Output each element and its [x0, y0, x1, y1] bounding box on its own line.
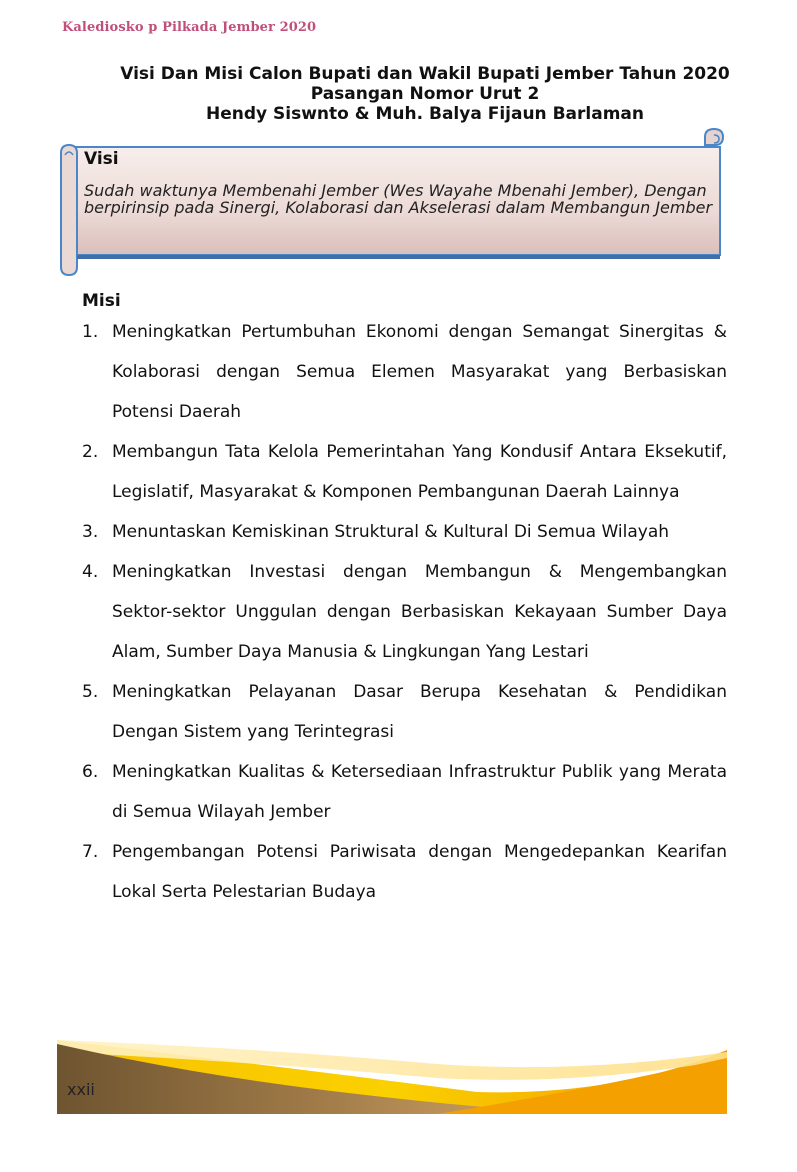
running-header: Kalediosko p Pilkada Jember 2020 — [62, 20, 317, 35]
footer-wave-graphic — [57, 1030, 727, 1114]
list-item-number: 6. — [82, 762, 99, 782]
list-item-text: Membangun Tata Kelola Pemerintahan Yang Kondusif Antara Eksekutif, Legislatif, Masyarakat & Komponen Pembangunan Daerah Lainnya — [112, 442, 727, 502]
list-item-text: Meningkatkan Pertumbuhan Ekonomi dengan Semangat Sinergitas & Kolaborasi dengan Semua Elemen Masyarakat yang Berbasiskan Potensi Daerah — [112, 322, 727, 422]
list-item-number: 4. — [82, 562, 99, 582]
list-item-text: Menuntaskan Kemiskinan Struktural & Kultural Di Semua Wilayah — [112, 522, 670, 542]
title-line-1: Visi Dan Misi Calon Bupati dan Wakil Bupati Jember Tahun 2020 — [120, 64, 730, 84]
list-item — [82, 512, 727, 552]
footer-decorative-band — [57, 1030, 727, 1114]
list-item-number: 5. — [82, 682, 99, 702]
list-item-number: 7. — [82, 842, 99, 862]
list-item-text: Meningkatkan Investasi dengan Membangun & Mengembangkan Sektor-sektor Unggulan dengan Berbasiskan Kekayaan Sumber Daya Alam, Sumber Daya Manusia & Lingkungan Yang Lestari — [112, 562, 727, 662]
visi-heading: Visi — [84, 149, 119, 169]
list-item-number: 1. — [82, 322, 99, 342]
list-item — [82, 312, 727, 432]
list-item — [82, 672, 727, 752]
page-number: xxii — [67, 1080, 95, 1099]
list-item — [82, 432, 727, 512]
list-item-number: 2. — [82, 442, 99, 462]
visi-text: Sudah waktunya Membenahi Jember (Wes Wayahe Mbenahi Jember), Dengan berpirinsip pada Sinergi, Kolaborasi dan Akselerasi dalam Membangun Jember — [84, 181, 713, 217]
list-item-number: 3. — [82, 522, 99, 542]
list-item — [82, 552, 727, 672]
list-item-text: Meningkatkan Kualitas & Ketersediaan Infrastruktur Publik yang Merata di Semua Wilayah Jember — [112, 762, 727, 822]
list-item-text: Pengembangan Potensi Pariwisata dengan Mengedepankan Kearifan Lokal Serta Pelestarian Budaya — [112, 842, 727, 902]
page-title — [60, 64, 790, 124]
list-item-text: Meningkatkan Pelayanan Dasar Berupa Kesehatan & Pendidikan Dengan Sistem yang Terintegrasi — [112, 682, 727, 742]
list-item — [82, 832, 727, 912]
misi-list — [82, 312, 727, 912]
title-line-2: Pasangan Nomor Urut 2 — [310, 84, 540, 104]
misi-heading: Misi — [82, 291, 121, 311]
title-line-3: Hendy Siswnto & Muh. Balya Fijaun Barlaman — [206, 104, 644, 124]
list-item — [82, 752, 727, 832]
